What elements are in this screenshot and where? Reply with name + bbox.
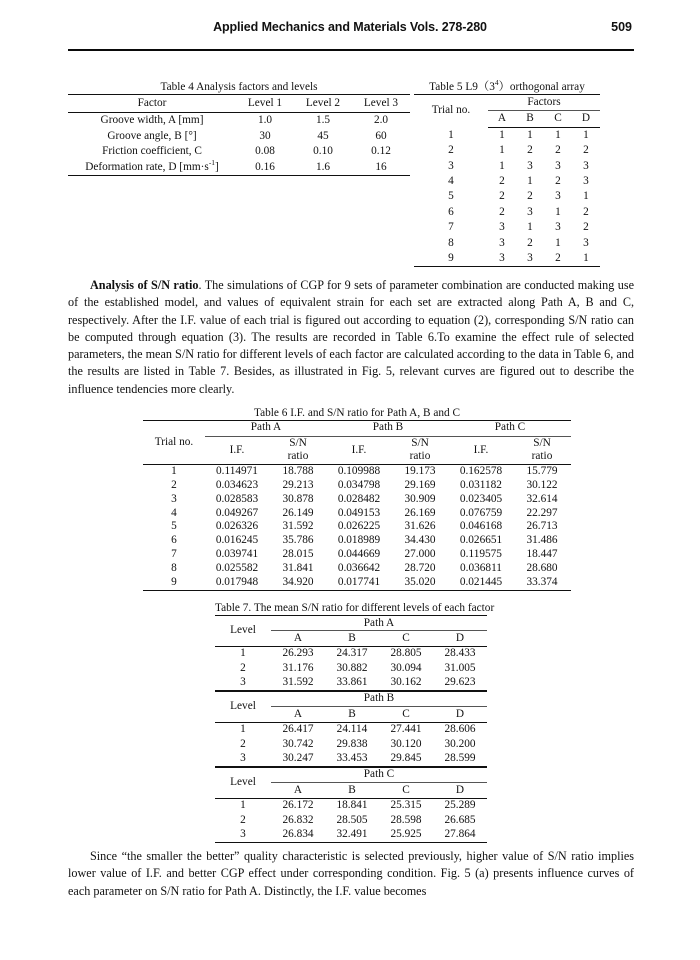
table-7-sections (215, 615, 487, 843)
table-row (143, 506, 571, 520)
table-row (215, 813, 487, 827)
table-row (143, 478, 571, 492)
column-header-level-2: Level 2 (294, 95, 352, 113)
table-5-block (414, 80, 600, 267)
column-header-sn-2: S/N (533, 436, 551, 449)
table-6-block (143, 406, 571, 591)
cell-factor-C: 2 (555, 251, 561, 264)
table-row (68, 129, 410, 145)
column-header-factor-A: A (271, 631, 325, 646)
cell-factor-A: 1 (499, 128, 505, 141)
column-header-level: Level (215, 767, 271, 798)
table-7-block (215, 601, 495, 843)
table-5-caption (414, 80, 600, 94)
cell-trial-no: 7 (171, 548, 177, 561)
paragraph-body-text: . The simulations of CGP for 9 sets of parameter combination are conducted making use of the established model, and values of equivalent strain for each set are extracted along Path A, B and C, respectively. After the I.F. value of each trial is figured out according to equation (2), corresponding S/N ratio can be computed through equation (3). The results are recorded in Table 6.To examine the effect rule of selected parameters, the mean S/N ratio for different levels of each factor are calculated according to the data in Table 6, and the results are listed in Table 7. Besides, as illustrated in Fig. 5, relevant curves are figured out to describe the influence tendencies more clearly. (68, 278, 635, 396)
cell-level-3: 16 (375, 160, 387, 173)
column-header-sn-ratio-2: ratio (513, 450, 571, 464)
cell-factor-A: 3 (499, 221, 505, 234)
group-header-path-a: Path A (205, 421, 327, 437)
cell-factor-C: 2 (555, 174, 561, 187)
cell-pathb-if: 0.028482 (337, 492, 381, 505)
cell-pathc-sn: 28.680 (526, 562, 558, 575)
cell-patha-if: 0.034623 (215, 478, 259, 491)
cell-level-2: 0.10 (313, 145, 333, 158)
cell-level-1: 1.0 (257, 114, 273, 127)
cell-level-1: 0.08 (255, 145, 275, 158)
group-header-path-c: Path C (449, 421, 571, 437)
cell-patha-if: 0.114971 (216, 464, 258, 477)
cell-pathb-if: 0.018989 (337, 534, 381, 547)
table-row (414, 205, 600, 220)
cell-factor-A: 26.172 (282, 799, 314, 812)
cell-factor-name: Groove width, A [mm] (100, 114, 204, 127)
cell-pathc-if: 0.119575 (460, 548, 502, 561)
cell-factor-D: 1 (583, 128, 589, 141)
cell-factor-B: 33.861 (336, 676, 368, 689)
cell-trial-no: 2 (171, 478, 177, 491)
cell-factor-A: 1 (499, 144, 505, 157)
cell-factor-D: 3 (583, 236, 589, 249)
cell-factor-C: 25.925 (390, 828, 422, 840)
cell-factor-A: 31.592 (282, 676, 314, 689)
column-header-factor-B: B (516, 111, 544, 127)
cell-level-3: 60 (375, 129, 387, 142)
cell-level-1: 30 (259, 129, 271, 142)
cell-factor-C: 2 (555, 144, 561, 157)
cell-factor-B: 2 (527, 144, 533, 157)
group-header-path-c: Path C (271, 767, 487, 782)
table-6-caption: Table 6 I.F. and S/N ratio for Path A, B and C (253, 407, 461, 419)
cell-factor-C: 1 (555, 236, 561, 249)
group-header-path-b: Path B (271, 691, 487, 706)
cell-factor-C: 30.162 (390, 676, 422, 689)
table-7-section-path-c (215, 767, 487, 843)
column-header-factor-D: D (433, 783, 487, 798)
table-row (215, 661, 487, 675)
cell-factor-B: 1 (527, 174, 533, 187)
cell-trial-no: 3 (448, 159, 454, 172)
table-row (215, 722, 487, 737)
cell-pathc-sn: 26.713 (526, 520, 558, 533)
cell-trial-no: 9 (448, 251, 454, 264)
cell-pathb-sn: 19.173 (404, 464, 436, 477)
table-6 (143, 420, 571, 591)
table-7-group-header-row (215, 691, 487, 706)
cell-level-2: 1.6 (315, 160, 331, 173)
cell-pathc-if: 0.046168 (459, 520, 503, 533)
cell-factor-B: 28.505 (336, 813, 368, 826)
paragraph-closing-text: Since “the smaller the better” quality characteristic is selected previously, higher value of S/N ratio implies lower value of I.F. and better CGP effect under corresponding condition. Fig. 5 (a) presents influence curves of each parameter on S/N ratio for Path A. Distinctly, the I.F. value becomes (68, 849, 634, 898)
cell-factor-B: 3 (527, 205, 533, 218)
journal-title: Applied Mechanics and Materials Vols. 278-280 (213, 20, 487, 34)
column-header-if-2: I.F. (449, 436, 513, 464)
cell-factor-D: 2 (583, 205, 589, 218)
table-7-section-path-b (215, 691, 487, 767)
cell-factor-A: 30.247 (282, 752, 314, 765)
column-header-sn-1: S/N (411, 436, 429, 449)
table-row (414, 174, 600, 189)
cell-level: 3 (240, 752, 246, 765)
cell-level-1: 0.16 (255, 160, 275, 173)
cell-pathb-sn: 30.909 (404, 492, 436, 505)
cell-trial-no: 6 (448, 205, 454, 218)
column-header-factor-D: D (433, 631, 487, 646)
column-header-level-1: Level 1 (236, 95, 294, 113)
cell-level-2: 45 (317, 129, 329, 142)
column-header-sn-ratio-0: ratio (269, 450, 327, 464)
column-header-factor-C: C (379, 783, 433, 798)
table-6-subheader-row-1 (143, 436, 571, 450)
cell-factor-A: 1 (499, 159, 505, 172)
group-header-path-b: Path B (327, 421, 449, 437)
table-4-caption: Table 4 Analysis factors and levels (160, 81, 318, 93)
column-header-if-0: I.F. (205, 436, 269, 464)
table-row (143, 520, 571, 534)
cell-pathc-if: 0.036811 (460, 562, 502, 575)
cell-factor-C: 27.441 (390, 723, 422, 736)
cell-factor-D: 31.005 (444, 661, 476, 674)
column-header-factor-D: D (433, 707, 487, 722)
column-header-factor-C: C (379, 631, 433, 646)
cell-trial-no: 1 (448, 128, 454, 141)
table-row (414, 220, 600, 235)
cell-level-2: 1.5 (315, 114, 331, 127)
table-row (143, 562, 571, 576)
column-header-if-1: I.F. (327, 436, 391, 464)
cell-level: 1 (240, 647, 246, 660)
table-row (414, 127, 600, 143)
cell-pathc-if: 0.021445 (459, 575, 503, 588)
cell-factor-A: 26.834 (282, 828, 314, 840)
cell-pathb-if: 0.109988 (337, 464, 381, 477)
cell-factor-A: 3 (499, 251, 505, 264)
cell-level-3: 2.0 (373, 114, 389, 127)
cell-factor-A: 3 (499, 236, 505, 249)
table-row (143, 548, 571, 562)
cell-pathb-if: 0.036642 (337, 562, 381, 575)
table-row (215, 752, 487, 767)
cell-trial-no: 1 (171, 464, 177, 477)
cell-factor-C: 25.315 (390, 799, 422, 812)
cell-factor-D: 29.623 (444, 676, 476, 689)
cell-patha-sn: 29.213 (282, 478, 314, 491)
cell-factor-A: 26.293 (282, 647, 314, 660)
cell-factor-B: 32.491 (336, 828, 368, 840)
cell-factor-C: 3 (555, 221, 561, 234)
table-row (68, 113, 410, 129)
cell-factor-D: 26.685 (444, 813, 476, 826)
table-5-caption-exponent: 4 (494, 78, 499, 88)
column-header-factor: Factor (68, 95, 236, 113)
cell-factor-A: 26.417 (282, 723, 314, 736)
cell-trial-no: 5 (171, 520, 177, 533)
cell-level: 2 (240, 737, 246, 750)
column-header-level-3: Level 3 (352, 95, 410, 113)
cell-factor-B: 33.453 (336, 752, 368, 765)
cell-factor-A: 30.742 (282, 737, 314, 750)
table-7-caption: Table 7. The mean S/N ratio for different levels of each factor (215, 602, 495, 614)
cell-pathb-sn: 28.720 (404, 562, 436, 575)
cell-patha-if: 0.039741 (215, 548, 259, 561)
cell-level: 1 (240, 723, 246, 736)
cell-patha-sn: 18.788 (282, 464, 314, 477)
table-row (143, 576, 571, 590)
table-row (143, 492, 571, 506)
cell-pathc-sn: 18.447 (526, 548, 558, 561)
cell-pathb-if: 0.044669 (337, 548, 381, 561)
column-header-trial-no: Trial no. (143, 421, 205, 465)
cell-factor-D: 30.200 (444, 737, 476, 750)
cell-level: 2 (240, 813, 246, 826)
cell-pathc-sn: 32.614 (526, 492, 558, 505)
table-row (143, 464, 571, 478)
cell-pathc-sn: 31.486 (526, 534, 558, 547)
cell-pathc-sn: 30.122 (526, 478, 558, 491)
table-4 (68, 94, 410, 176)
table-7-section-path-a (215, 615, 487, 691)
cell-factor-A: 26.832 (282, 813, 314, 826)
cell-patha-if: 0.028583 (215, 492, 259, 505)
cell-pathb-sn: 34.430 (404, 534, 436, 547)
cell-patha-sn: 31.841 (282, 562, 314, 575)
cell-level: 2 (240, 661, 246, 674)
cell-factor-B: 24.114 (336, 723, 368, 736)
cell-factor-D: 28.599 (444, 752, 476, 765)
cell-factor-name: Groove angle, B [°] (107, 129, 197, 142)
cell-trial-no: 5 (448, 190, 454, 203)
cell-pathb-sn: 27.000 (404, 548, 436, 561)
table-4-block (68, 80, 410, 176)
cell-patha-if: 0.017948 (215, 575, 259, 588)
table-5 (414, 94, 600, 267)
cell-factor-A: 2 (499, 174, 505, 187)
cell-factor-B: 30.882 (336, 661, 368, 674)
cell-factor-B: 29.838 (336, 737, 368, 750)
table-row (414, 251, 600, 267)
cell-level: 3 (240, 828, 246, 840)
cell-trial-no: 2 (448, 144, 454, 157)
table-5-group-header-row (414, 95, 600, 111)
cell-trial-no: 4 (171, 506, 177, 519)
cell-patha-sn: 35.786 (282, 534, 314, 547)
cell-factor-B: 2 (527, 236, 533, 249)
cell-patha-sn: 31.592 (282, 520, 314, 533)
header-rule (68, 49, 634, 51)
cell-factor-A: 2 (499, 190, 505, 203)
cell-pathb-if: 0.034798 (337, 478, 381, 491)
cell-patha-if: 0.049267 (215, 506, 259, 519)
cell-pathc-sn: 22.297 (526, 506, 558, 519)
group-header-path-a: Path A (271, 616, 487, 631)
cell-factor-name: Deformation rate, D $[mm\cdot s^{-1}]$ (85, 158, 219, 173)
cell-pathb-sn: 35.020 (404, 575, 436, 588)
cell-level: 3 (240, 676, 246, 689)
cell-factor-B: 3 (527, 251, 533, 264)
cell-pathc-if: 0.026651 (459, 534, 503, 547)
cell-factor-B: 2 (527, 190, 533, 203)
paragraph-analysis-sn-ratio (68, 277, 634, 398)
column-header-level: Level (215, 691, 271, 722)
cell-factor-D: 1 (583, 251, 589, 264)
table-row (414, 236, 600, 251)
table-5-caption-pre: Table 5 L9（3 (429, 81, 495, 93)
cell-patha-if: 0.026326 (215, 520, 259, 533)
cell-pathb-if: 0.049153 (337, 506, 381, 519)
cell-factor-name: Friction coefficient, C (102, 145, 202, 158)
column-header-factor-C: C (379, 707, 433, 722)
table-row (143, 534, 571, 548)
table-5-caption-post: ）orthogonal array (498, 81, 585, 93)
cell-pathc-sn: 15.779 (526, 464, 558, 477)
table-row (215, 798, 487, 813)
cell-patha-sn: 26.149 (282, 506, 314, 519)
cell-pathb-if: 0.026225 (337, 520, 381, 533)
cell-patha-if: 0.016245 (215, 534, 259, 547)
cell-trial-no: 6 (171, 534, 177, 547)
cell-pathb-if: 0.017741 (337, 575, 381, 588)
cell-pathc-if: 0.076759 (459, 506, 503, 519)
cell-trial-no: 4 (448, 174, 454, 187)
cell-patha-sn: 34.920 (282, 575, 314, 588)
cell-factor-D: 3 (583, 159, 589, 172)
cell-factor-D: 2 (583, 144, 589, 157)
table-7-group-header-row (215, 767, 487, 782)
table-row (68, 144, 410, 160)
cell-factor-A: 31.176 (282, 661, 314, 674)
cell-pathc-if: 0.162578 (459, 464, 503, 477)
cell-factor-D: 25.289 (444, 799, 476, 812)
cell-factor-D: 2 (583, 221, 589, 234)
cell-factor-B: 3 (527, 159, 533, 172)
table-row (414, 143, 600, 158)
column-header-factor-A: A (488, 111, 516, 127)
cell-factor-C: 30.094 (390, 661, 422, 674)
table-row (215, 737, 487, 751)
table-4-header-row (68, 95, 410, 113)
column-header-factor-A: A (271, 783, 325, 798)
cell-trial-no: 8 (171, 562, 177, 575)
page-number: 509 (611, 20, 632, 34)
cell-factor-C: 28.598 (390, 813, 422, 826)
cell-factor-B: 1 (527, 128, 533, 141)
cell-pathb-sn: 26.169 (404, 506, 436, 519)
cell-trial-no: 8 (448, 236, 454, 249)
column-header-sn-ratio-1: ratio (391, 450, 449, 464)
column-header-factor-B: B (325, 631, 379, 646)
cell-level: 1 (240, 799, 246, 812)
table-row (215, 646, 487, 661)
column-header-level: Level (215, 616, 271, 647)
cell-factor-C: 1 (555, 205, 561, 218)
column-header-factor-D: D (572, 111, 600, 127)
column-header-factor-A: A (271, 707, 325, 722)
table-row (215, 827, 487, 842)
column-header-factor-B: B (325, 783, 379, 798)
column-header-factor-B: B (325, 707, 379, 722)
unit-exponent: -1 (208, 158, 216, 168)
cell-factor-B: 24.317 (336, 647, 368, 660)
column-header-trial-no: Trial no. (431, 104, 471, 117)
cell-patha-if: 0.025582 (215, 562, 259, 575)
cell-factor-D: 27.864 (444, 828, 476, 840)
cell-factor-D: 28.606 (444, 723, 476, 736)
cell-factor-B: 1 (527, 221, 533, 234)
cell-factor-B: 18.841 (336, 799, 368, 812)
paragraph-lead-in: Analysis of S/N ratio (90, 278, 199, 292)
running-head (68, 20, 632, 40)
table-row (414, 159, 600, 174)
cell-factor-D: 3 (583, 174, 589, 187)
cell-factor-D: 28.433 (444, 647, 476, 660)
cell-factor-C: 1 (555, 128, 561, 141)
table-row (414, 189, 600, 204)
cell-pathc-if: 0.031182 (460, 478, 502, 491)
column-header-factor-C: C (544, 111, 572, 127)
cell-pathc-if: 0.023405 (459, 492, 503, 505)
cell-pathc-sn: 33.374 (526, 575, 558, 588)
paragraph-closing (68, 848, 634, 900)
cell-patha-sn: 30.878 (282, 492, 314, 505)
cell-factor-C: 30.120 (390, 737, 422, 750)
cell-level-3: 0.12 (371, 145, 391, 158)
cell-factor-C: 3 (555, 159, 561, 172)
cell-factor-A: 2 (499, 205, 505, 218)
table-row (68, 160, 410, 176)
cell-patha-sn: 28.015 (282, 548, 314, 561)
cell-trial-no: 3 (171, 492, 177, 505)
column-header-sn-0: S/N (289, 436, 307, 449)
cell-factor-C: 3 (555, 190, 561, 203)
cell-factor-D: 1 (583, 190, 589, 203)
cell-trial-no: 9 (171, 575, 177, 588)
cell-pathb-sn: 31.626 (404, 520, 436, 533)
cell-trial-no: 7 (448, 221, 454, 234)
table-6-group-header-row (143, 421, 571, 437)
cell-pathb-sn: 29.169 (404, 478, 436, 491)
cell-factor-C: 29.845 (390, 752, 422, 765)
table-7-group-header-row (215, 616, 487, 631)
group-header-factors: Factors (488, 95, 600, 111)
cell-factor-C: 28.805 (390, 647, 422, 660)
table-row (215, 676, 487, 691)
